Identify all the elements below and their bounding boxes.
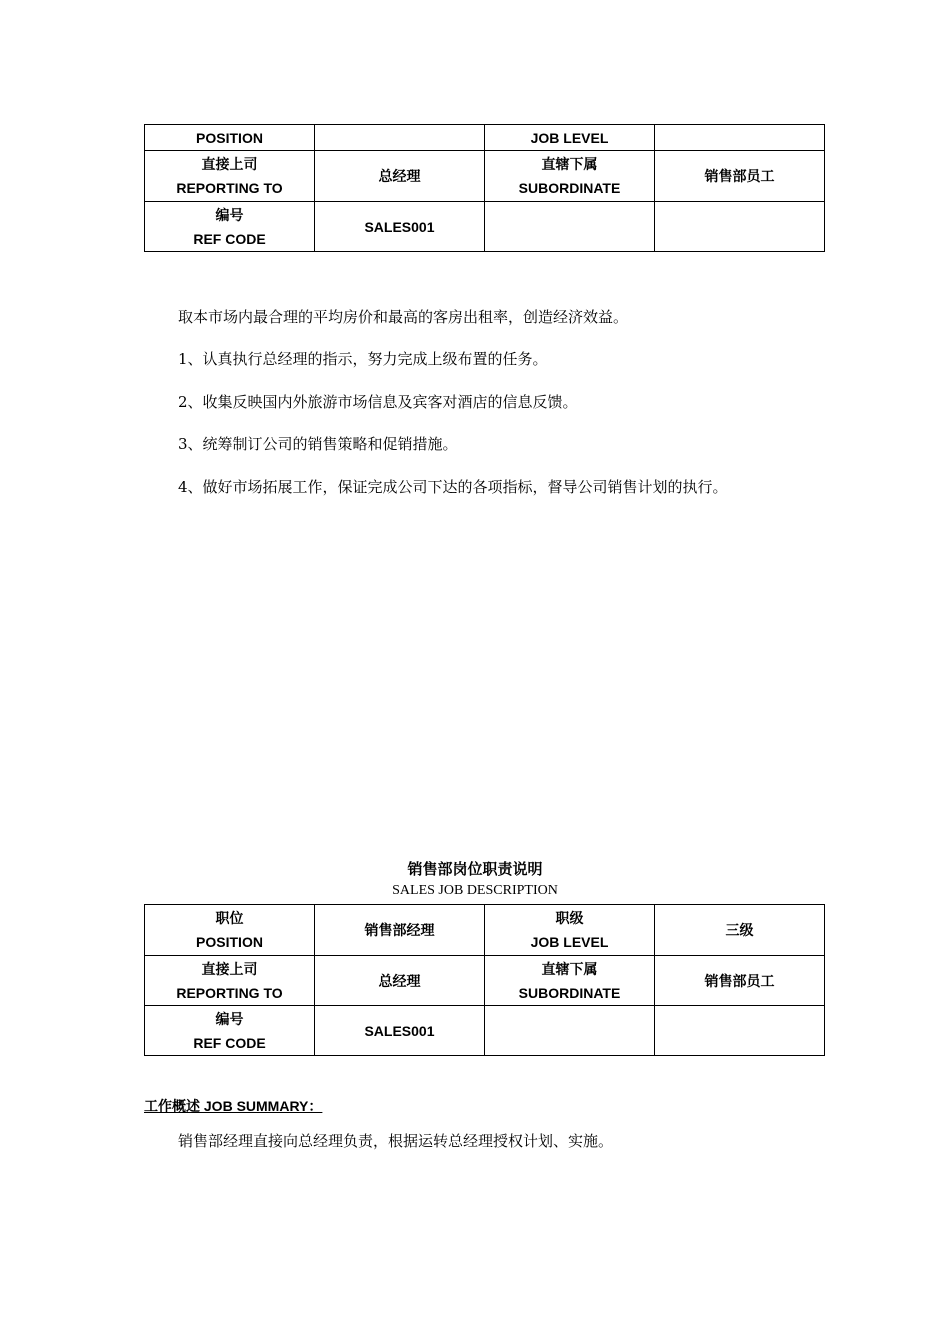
reporting-to-label	[145, 151, 315, 202]
duty-item-2: 2、收集反映国内外旅游市场信息及宾客对酒店的信息反馈。	[178, 393, 578, 411]
subordinate-label-en: SUBORDINATE	[518, 180, 621, 196]
empty-cell	[655, 202, 825, 252]
empty-cell	[485, 1006, 655, 1056]
ref-code-label	[145, 202, 315, 252]
position-label: POSITION	[145, 125, 315, 151]
objective-paragraph: 取本市场内最合理的平均房价和最高的客房出租率，创造经济效益。	[178, 308, 629, 326]
job-level-label: JOB LEVEL	[485, 125, 655, 151]
reporting-to-label-en: REPORTING TO	[176, 180, 283, 196]
subordinate-label-en: SUBORDINATE	[518, 984, 621, 1001]
ref-code-value: SALES001	[315, 1006, 485, 1056]
job-level-label	[485, 905, 655, 956]
position-label-en: POSITION	[196, 934, 263, 950]
ref-code-label-cn: 编号	[215, 1010, 244, 1027]
ref-code-label	[145, 1006, 315, 1056]
subordinate-label	[485, 956, 655, 1006]
reporting-to-value: 总经理	[315, 956, 485, 1006]
reporting-to-label-cn: 直接上司	[201, 960, 258, 977]
subordinate-label-cn: 直辖下属	[541, 156, 598, 172]
subordinate-label	[485, 151, 655, 202]
duty-item-1: 1、认真执行总经理的指示，努力完成上级布置的任务。	[178, 350, 548, 368]
empty-cell	[485, 202, 655, 252]
subordinate-value: 销售部员工	[655, 956, 825, 1006]
subordinate-value: 销售部员工	[655, 151, 825, 202]
reporting-to-label-cn: 直接上司	[201, 156, 258, 172]
job-level-label-en: JOB LEVEL	[530, 934, 609, 950]
ref-code-label-cn: 编号	[215, 206, 244, 223]
job-level-value: 三级	[655, 905, 825, 956]
ref-code-label-en: REF CODE	[193, 230, 266, 247]
duty-item-3: 3、统筹制订公司的销售策略和促销措施。	[178, 435, 458, 453]
duty-item-4: 4、做好市场拓展工作，保证完成公司下达的各项指标，督导公司销售计划的执行。	[178, 478, 728, 496]
job-level-value	[655, 125, 825, 151]
ref-code-value: SALES001	[315, 202, 485, 252]
position-value: 销售部经理	[315, 905, 485, 956]
reporting-to-label-en: REPORTING TO	[176, 984, 283, 1001]
job-level-label-cn: 职级	[555, 910, 584, 926]
subordinate-label-cn: 直辖下属	[541, 960, 598, 977]
document-title-en: SALES JOB DESCRIPTION	[392, 883, 558, 898]
job-info-table-1	[144, 124, 825, 252]
reporting-to-label	[145, 956, 315, 1006]
document-title-cn: 销售部岗位职责说明	[407, 860, 543, 878]
ref-code-label-en: REF CODE	[193, 1034, 266, 1051]
position-label	[145, 905, 315, 956]
position-label-cn: 职位	[215, 910, 244, 926]
job-summary-heading: 工作概述 JOB SUMMARY：	[144, 1098, 323, 1114]
job-summary-text: 销售部经理直接向总经理负责，根据运转总经理授权计划、实施。	[178, 1132, 614, 1150]
empty-cell	[655, 1006, 825, 1056]
reporting-to-value: 总经理	[315, 151, 485, 202]
position-value	[315, 125, 485, 151]
job-info-table-2	[144, 904, 825, 1056]
